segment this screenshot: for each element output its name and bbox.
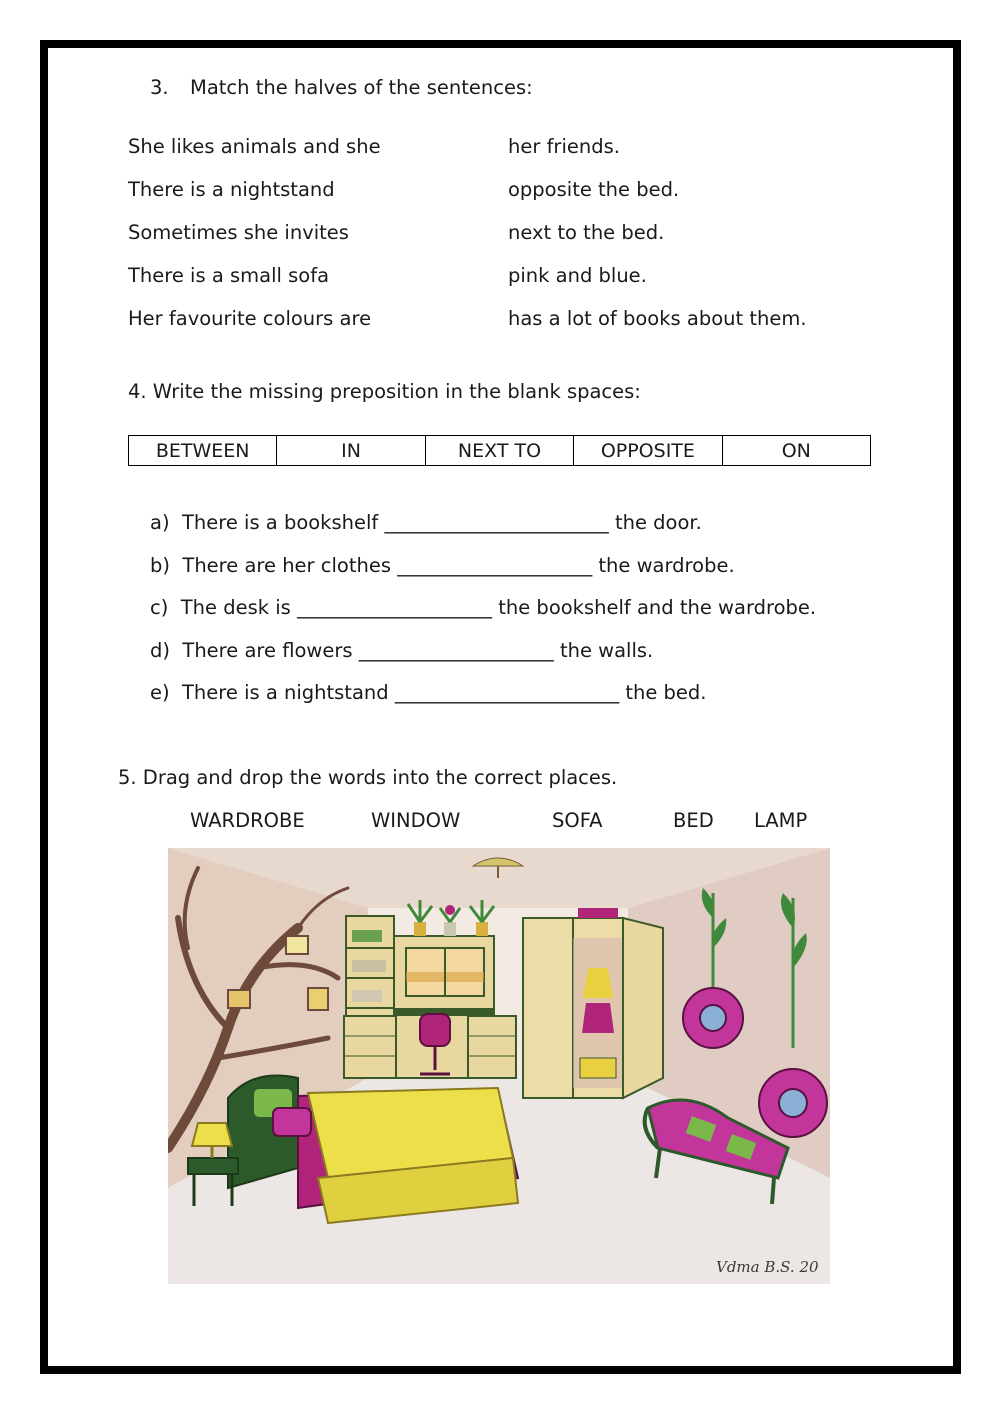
sentence-start: There are flowers	[182, 639, 359, 662]
artist-signature: Vdma B.S. 20	[716, 1258, 819, 1276]
sentence-start: There is a nightstand	[182, 681, 389, 704]
drag-word-bed[interactable]: BED	[673, 809, 714, 832]
left-half[interactable]: There is a nightstand	[128, 178, 335, 201]
sentence-label: d)	[150, 639, 170, 662]
left-half[interactable]: She likes animals and she	[128, 135, 381, 158]
right-half[interactable]: her friends.	[508, 135, 620, 158]
right-half[interactable]: opposite the bed.	[508, 178, 680, 201]
table-lamp	[192, 1123, 232, 1146]
sentence-c	[150, 596, 816, 620]
right-half[interactable]: pink and blue.	[508, 264, 647, 287]
blank-input[interactable]: ____________________	[358, 639, 554, 662]
sentence-start: There is a bookshelf	[181, 511, 379, 534]
word-bank-item: ON	[722, 436, 870, 466]
task4-title: 4. Write the missing preposition in the blank spaces:	[128, 380, 641, 403]
wardrobe	[523, 908, 663, 1098]
sentence-label: b)	[150, 554, 170, 577]
picture-frame	[228, 990, 250, 1008]
sentence-e	[150, 681, 706, 705]
sentence-start: The desk is	[180, 596, 291, 619]
blank-input[interactable]: _______________________	[394, 681, 620, 704]
sentence-start: There are her clothes	[182, 554, 391, 577]
sentence-end: the door.	[614, 511, 702, 534]
sentence-d	[150, 639, 653, 663]
drag-word-wardrobe[interactable]: WARDROBE	[190, 809, 305, 832]
drag-word-lamp[interactable]: LAMP	[754, 809, 808, 832]
drag-word-window[interactable]: WINDOW	[371, 809, 461, 832]
word-bank-item: NEXT TO	[425, 436, 573, 466]
sentence-b	[150, 554, 735, 578]
sentence-end: the bookshelf and the wardrobe.	[498, 596, 817, 619]
preposition-word-bank	[128, 435, 871, 466]
picture-frame	[308, 988, 328, 1010]
blank-input[interactable]: ____________________	[297, 596, 493, 619]
sentence-end: the wardrobe.	[598, 554, 735, 577]
task3-number: 3.	[150, 76, 169, 99]
blank-input[interactable]: _______________________	[384, 511, 609, 534]
left-half[interactable]: Her favourite colours are	[128, 307, 372, 330]
blank-input[interactable]: ____________________	[397, 554, 593, 577]
right-half[interactable]: has a lot of books about them.	[508, 307, 807, 330]
sentence-end: the bed.	[625, 681, 707, 704]
left-half[interactable]: There is a small sofa	[128, 264, 330, 287]
sentence-label: e)	[150, 681, 170, 704]
word-bank-item: BETWEEN	[129, 436, 277, 466]
left-half[interactable]: Sometimes she invites	[128, 221, 349, 244]
task5-title: 5. Drag and drop the words into the correct places.	[118, 766, 618, 789]
wardrobe-open-door	[623, 918, 663, 1098]
sentence-label: c)	[150, 596, 169, 619]
right-half[interactable]: next to the bed.	[508, 221, 665, 244]
sentence-label: a)	[150, 511, 170, 534]
sentence-end: the walls.	[559, 639, 654, 662]
task3-title: Match the halves of the sentences:	[190, 76, 533, 99]
picture-frame	[286, 936, 308, 954]
word-bank-item: IN	[277, 436, 425, 466]
bedroom-illustration	[168, 848, 830, 1284]
sentence-a	[150, 511, 702, 535]
drag-word-sofa[interactable]: SOFA	[552, 809, 603, 832]
word-bank-item: OPPOSITE	[574, 436, 722, 466]
